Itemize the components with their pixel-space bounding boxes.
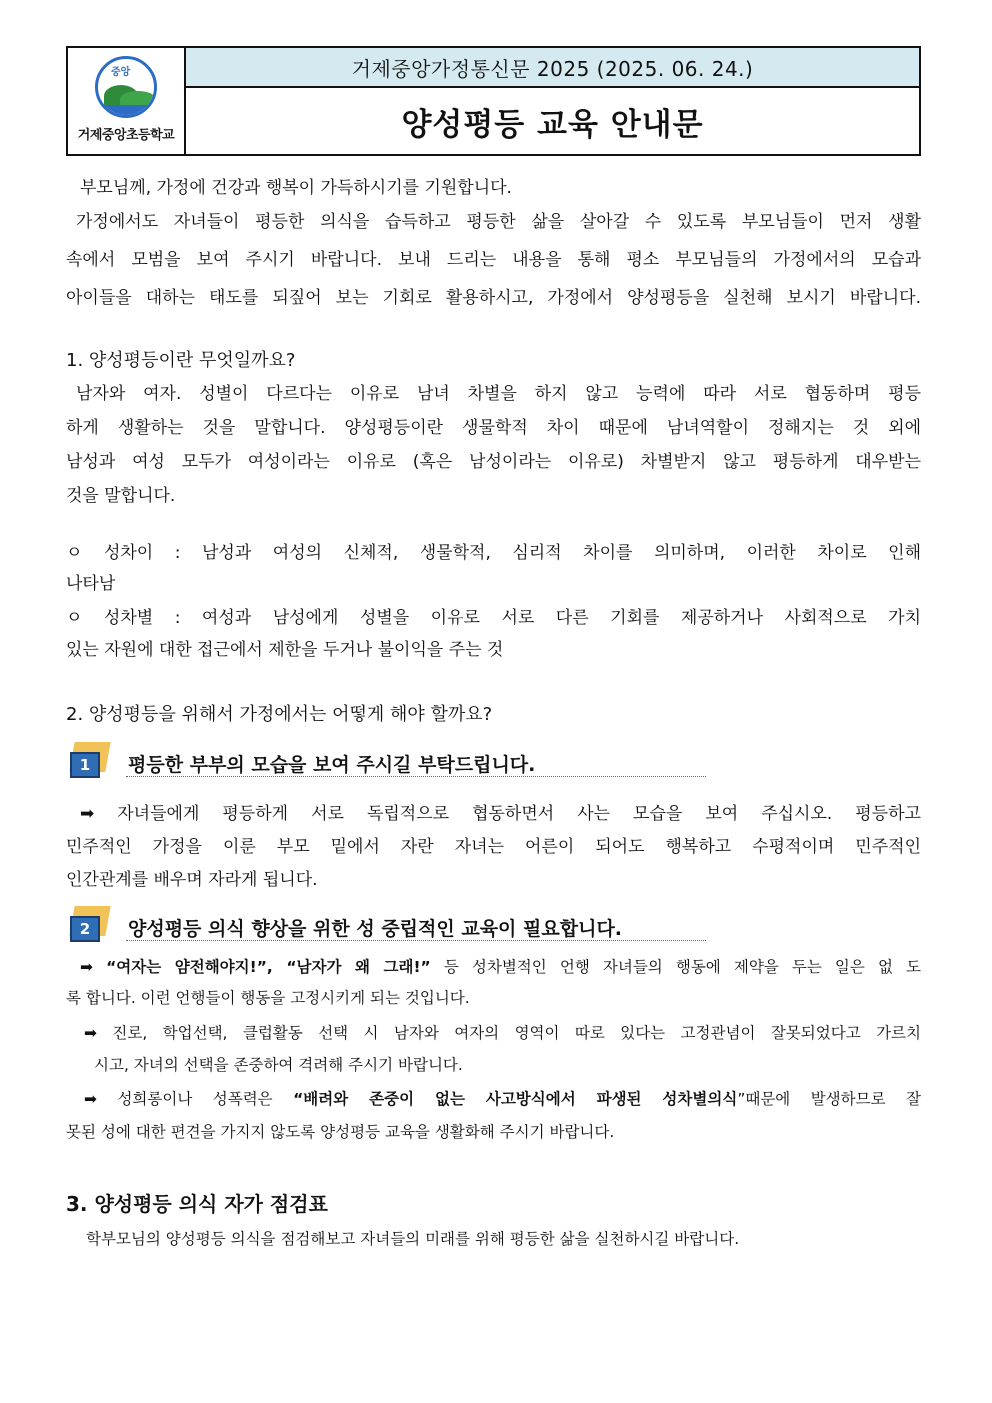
item-2-number-badge: 2 xyxy=(70,916,100,942)
item-2-bullet-3 xyxy=(66,1086,921,1113)
section-1-line-4: 것을 말합니다. xyxy=(66,486,176,506)
school-logo-icon xyxy=(95,56,157,118)
intro-line-2: 가정에서도 자녀들이 평등한 의식을 습득하고 평등한 삶을 살아갈 수 있도록 부모님들이 먼저 생활 xyxy=(76,212,921,232)
definition-gender-difference-cont: 나타남 xyxy=(66,574,116,594)
definition-gender-difference: ㅇ 성차이 : 남성과 여성의 신체적, 생물학적, 심리적 차이를 의미하며, 이러한 차이로 인해 xyxy=(66,543,921,563)
item-2-bullet-3-post: ”때문에 발생하므로 잘 xyxy=(737,1090,922,1108)
item-2-bullet-3-bold: “배려와 존중이 없는 사고방식에서 파생된 성차별의식 xyxy=(293,1090,738,1108)
title-cell xyxy=(186,48,919,154)
page-title: 양성평등 교육 안내문 xyxy=(401,106,704,143)
intro-line-3: 속에서 모범을 보여 주시기 바랍니다. 보내 드리는 내용을 통해 평소 부모님들의 가정에서의 모습과 xyxy=(66,250,921,270)
item-2-bullet-1-rest: 등 성차별적인 언행 자녀들의 행동에 제약을 두는 일은 없 도 xyxy=(430,958,921,976)
section-1-heading: 1. 양성평등이란 무엇일까요? xyxy=(66,350,296,371)
school-name: 거제중앙초등학교 xyxy=(77,128,175,143)
item-2-quote: “여자는 얌전해야지!”, “남자가 왜 그래!” xyxy=(106,958,431,976)
item-2-bullet-2: ➡ 진로, 학업선택, 클럽활동 선택 시 남자와 여자의 영역이 따로 있다는 고정관념이 잘못되었다고 가르치 xyxy=(84,1024,921,1042)
item-2-bullet-1-cont: 록 합니다. 이런 언행들이 행동을 고정시키게 되는 것입니다. xyxy=(66,989,470,1007)
item-1-line-3: 인간관계를 배우며 자라게 됩니다. xyxy=(66,870,318,890)
item-2-bullet-3-cont: 못된 성에 대한 편견을 가지지 않도록 양성평등 교육을 생활화해 주시기 바랍니다. xyxy=(66,1123,615,1141)
item-2-title: 양성평등 의식 향상을 위한 성 중립적인 교육이 필요합니다. xyxy=(128,918,623,940)
item-1-number-badge: 1 xyxy=(70,752,100,778)
definition-gender-discrimination: ㅇ 성차별 : 여성과 남성에게 성별을 이유로 서로 다른 기회를 제공하거나 사회적으로 가치 xyxy=(66,608,921,628)
newsletter-label: 거제중앙가정통신문 2025 (2025. 06. 24.) xyxy=(186,48,919,88)
item-2-title-row xyxy=(66,906,706,948)
section-3-text: 학부모님의 양성평등 의식을 점검해보고 자녀들의 미래를 위해 평등한 삶을 실천하시길 바랍니다. xyxy=(86,1230,740,1248)
section-2-heading: 2. 양성평등을 위해서 가정에서는 어떻게 해야 할까요? xyxy=(66,704,493,725)
item-1-title-row xyxy=(66,742,706,784)
item-1-line-1: ➡ 자녀들에게 평등하게 서로 독립적으로 협동하면서 사는 모습을 보여 주십시오. 평등하고 xyxy=(80,804,921,824)
intro-line-4: 아이들을 대하는 태도를 되짚어 보는 기회로 활용하시고, 가정에서 양성평등을 실천해 보시기 바랍니다. xyxy=(66,288,921,308)
item-2-bullet-1 xyxy=(66,954,921,981)
document-header xyxy=(66,46,921,156)
item-2-bullet-2-cont: 시고, 자녀의 선택을 존중하여 격려해 주시기 바랍니다. xyxy=(94,1056,463,1074)
item-1-line-2: 민주적인 가정을 이룬 부모 밑에서 자란 자녀는 어른이 되어도 행복하고 수평적이며 민주적인 xyxy=(66,837,921,857)
intro-line-1: 부모님께, 가정에 건강과 행복이 가득하시기를 기원합니다. xyxy=(80,178,512,198)
logo-text: 중앙 xyxy=(111,67,131,78)
item-2-bullet-3-pre: ➡ 성희롱이나 성폭력은 xyxy=(84,1090,294,1108)
item-1-title: 평등한 부부의 모습을 보여 주시길 부탁드립니다. xyxy=(128,754,536,776)
school-logo-cell xyxy=(68,48,186,154)
arrow-icon: ➡ xyxy=(80,958,93,976)
section-1-line-3: 남성과 여성 모두가 여성이라는 이유로 (혹은 남성이라는 이유로) 차별받지 않고 평등하게 대우받는 xyxy=(66,452,921,472)
section-3-heading: 3. 양성평등 의식 자가 점검표 xyxy=(66,1192,328,1216)
section-1-line-1: 남자와 여자. 성별이 다르다는 이유로 남녀 차별을 하지 않고 능력에 따라 서로 협동하며 평등 xyxy=(76,384,921,404)
section-1-line-2: 하게 생활하는 것을 말합니다. 양성평등이란 생물학적 차이 때문에 남녀역할이 정해지는 것 외에 xyxy=(66,418,921,438)
definition-gender-discrimination-cont: 있는 자원에 대한 접근에서 제한을 두거나 불이익을 주는 것 xyxy=(66,640,504,660)
